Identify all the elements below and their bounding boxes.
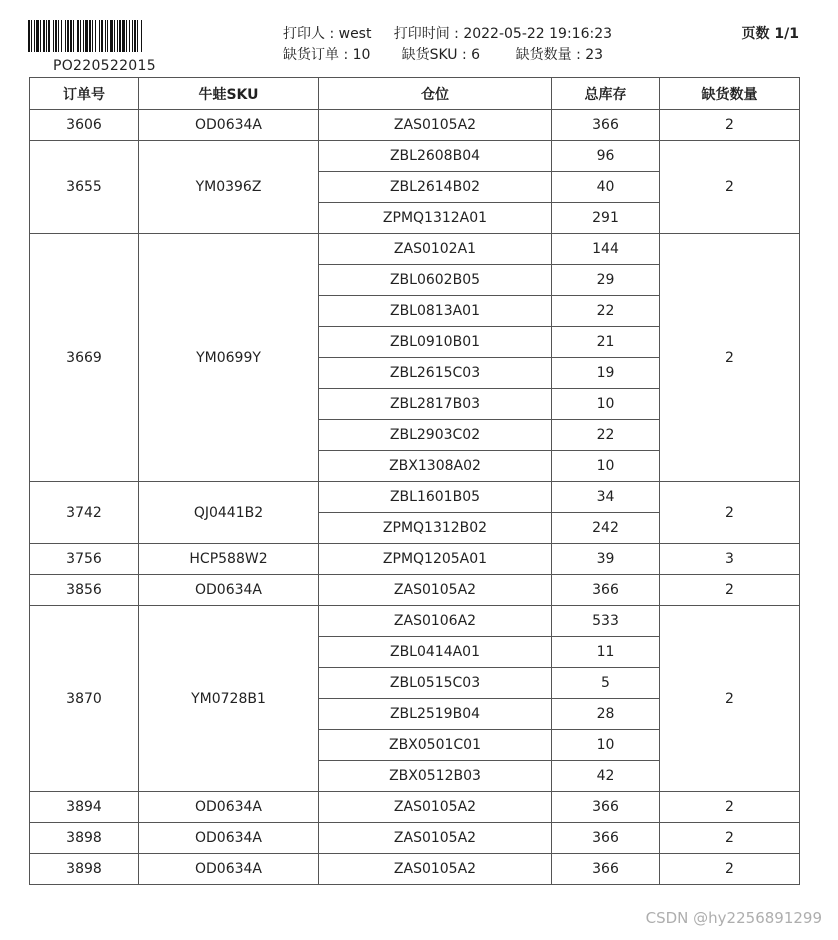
barcode-bar [65, 20, 66, 52]
total-stock-cell: 28 [552, 699, 660, 730]
barcode-bar [110, 20, 113, 52]
total-stock-cell: 5 [552, 668, 660, 699]
shortage-qty-cell: 2 [660, 854, 800, 885]
location-cell: ZBL2903C02 [319, 420, 552, 451]
location-cell: ZAS0105A2 [319, 110, 552, 141]
sku-cell: QJ0441B2 [139, 482, 319, 544]
location-cell: ZBX1308A02 [319, 451, 552, 482]
table-row [30, 110, 800, 141]
barcode-bar [132, 20, 133, 52]
table-row [30, 823, 800, 854]
total-stock-cell: 10 [552, 389, 660, 420]
shortage-qty-cell: 2 [660, 110, 800, 141]
barcode-bar [107, 20, 108, 52]
table-row [30, 854, 800, 885]
table-row [30, 792, 800, 823]
shortage-qty-cell: 2 [660, 823, 800, 854]
location-cell: ZBL0515C03 [319, 668, 552, 699]
barcode-bar [122, 20, 125, 52]
location-cell: ZPMQ1205A01 [319, 544, 552, 575]
sku-cell: OD0634A [139, 823, 319, 854]
order-number-cell: 3655 [30, 141, 139, 234]
order-number-cell: 3606 [30, 110, 139, 141]
sku-cell: OD0634A [139, 792, 319, 823]
location-cell: ZBX0501C01 [319, 730, 552, 761]
page-count: 页数 1/1 [741, 26, 799, 42]
shortage-qty-cell: 2 [660, 606, 800, 792]
sku-cell: YM0396Z [139, 141, 319, 234]
watermark: CSDN @hy2256891299 [645, 909, 822, 927]
shortage-qty-cell: 2 [660, 575, 800, 606]
location-cell: ZBL0414A01 [319, 637, 552, 668]
order-number-cell: 3742 [30, 482, 139, 544]
barcode-bar [126, 20, 127, 52]
barcode-image [28, 20, 186, 52]
order-number-cell: 3898 [30, 854, 139, 885]
barcode-bar [95, 20, 96, 52]
table-row [30, 606, 800, 637]
table-row [30, 544, 800, 575]
barcode-bar [36, 20, 39, 52]
barcode-bar [99, 20, 100, 52]
order-number-cell: 3870 [30, 606, 139, 792]
location-cell: ZAS0105A2 [319, 792, 552, 823]
order-number-cell: 3856 [30, 575, 139, 606]
location-cell: ZPMQ1312A01 [319, 203, 552, 234]
location-cell: ZAS0105A2 [319, 575, 552, 606]
table-row [30, 575, 800, 606]
total-stock-cell: 366 [552, 854, 660, 885]
total-stock-cell: 10 [552, 451, 660, 482]
barcode-bar [117, 20, 118, 52]
barcode-bar [70, 20, 72, 52]
barcode-bar [61, 20, 62, 52]
barcode-bar [40, 20, 41, 52]
total-stock-cell: 144 [552, 234, 660, 265]
location-cell: ZBL1601B05 [319, 482, 552, 513]
total-stock-cell: 42 [552, 761, 660, 792]
shortage-qty-cell: 2 [660, 482, 800, 544]
location-cell: ZAS0106A2 [319, 606, 552, 637]
barcode-bar [31, 20, 32, 52]
order-number-cell: 3756 [30, 544, 139, 575]
barcode-bar [105, 20, 106, 52]
shortage-qty-cell: 2 [660, 234, 800, 482]
location-cell: ZBL2519B04 [319, 699, 552, 730]
location-cell: ZAS0105A2 [319, 854, 552, 885]
print-info-line: 打印人 : west 打印时间 : 2022-05-22 19:16:23 [283, 26, 613, 42]
sku-cell: OD0634A [139, 575, 319, 606]
location-cell: ZAS0102A1 [319, 234, 552, 265]
location-cell: ZBL2608B04 [319, 141, 552, 172]
total-stock-cell: 366 [552, 110, 660, 141]
barcode-bar [85, 20, 88, 52]
sku-cell: HCP588W2 [139, 544, 319, 575]
total-stock-cell: 10 [552, 730, 660, 761]
po-number: PO220522015 [53, 58, 156, 74]
column-header-order: 订单号 [30, 78, 139, 110]
barcode-bar [83, 20, 84, 52]
barcode-bar [119, 20, 121, 52]
order-number-cell: 3894 [30, 792, 139, 823]
location-cell: ZBL0910B01 [319, 327, 552, 358]
barcode-bar [129, 20, 130, 52]
shortage-qty-cell: 2 [660, 792, 800, 823]
table-row [30, 482, 800, 513]
order-number-cell: 3898 [30, 823, 139, 854]
barcode-bar [80, 20, 81, 52]
total-stock-cell: 11 [552, 637, 660, 668]
column-header-sku: 牛蛙SKU [139, 78, 319, 110]
shortage-qty-cell: 2 [660, 141, 800, 234]
shortage-summary-line: 缺货订单 : 10 缺货SKU : 6 缺货数量 : 23 [283, 47, 604, 63]
column-header-location: 仓位 [319, 78, 552, 110]
location-cell: ZBL2817B03 [319, 389, 552, 420]
barcode-bar [92, 20, 93, 52]
barcode-bar [114, 20, 115, 52]
total-stock-cell: 19 [552, 358, 660, 389]
total-stock-cell: 40 [552, 172, 660, 203]
table-body [30, 110, 800, 885]
total-stock-cell: 96 [552, 141, 660, 172]
location-cell: ZBL2615C03 [319, 358, 552, 389]
barcode-bar [34, 20, 35, 52]
table-row [30, 234, 800, 265]
column-header-shortage-qty: 缺货数量 [660, 78, 800, 110]
total-stock-cell: 39 [552, 544, 660, 575]
total-stock-cell: 34 [552, 482, 660, 513]
total-stock-cell: 29 [552, 265, 660, 296]
barcode-bar [43, 20, 45, 52]
shortage-table [29, 77, 800, 885]
barcode-bar [73, 20, 74, 52]
shortage-qty-cell: 3 [660, 544, 800, 575]
sku-cell: YM0728B1 [139, 606, 319, 792]
total-stock-cell: 366 [552, 823, 660, 854]
barcode-bar [77, 20, 79, 52]
location-cell: ZBX0512B03 [319, 761, 552, 792]
order-number-cell: 3669 [30, 234, 139, 482]
total-stock-cell: 22 [552, 296, 660, 327]
total-stock-cell: 242 [552, 513, 660, 544]
location-cell: ZPMQ1312B02 [319, 513, 552, 544]
barcode-bar [137, 20, 138, 52]
barcode-bar [55, 20, 57, 52]
table-row [30, 141, 800, 172]
total-stock-cell: 366 [552, 575, 660, 606]
barcode-bar [101, 20, 103, 52]
barcode-bar [89, 20, 91, 52]
barcode-bar [58, 20, 59, 52]
sku-cell: OD0634A [139, 854, 319, 885]
barcode-bar [67, 20, 69, 52]
column-header-total-stock: 总库存 [552, 78, 660, 110]
total-stock-cell: 21 [552, 327, 660, 358]
location-cell: ZBL0602B05 [319, 265, 552, 296]
sku-cell: YM0699Y [139, 234, 319, 482]
barcode-bar [53, 20, 54, 52]
total-stock-cell: 533 [552, 606, 660, 637]
sku-cell: OD0634A [139, 110, 319, 141]
barcode-bar [48, 20, 50, 52]
barcode-bar [28, 20, 30, 52]
total-stock-cell: 22 [552, 420, 660, 451]
table-header-row [30, 78, 800, 110]
location-cell: ZBL0813A01 [319, 296, 552, 327]
barcode-bar [141, 20, 142, 52]
total-stock-cell: 366 [552, 792, 660, 823]
barcode-bar [46, 20, 47, 52]
location-cell: ZAS0105A2 [319, 823, 552, 854]
barcode-bar [134, 20, 136, 52]
location-cell: ZBL2614B02 [319, 172, 552, 203]
total-stock-cell: 291 [552, 203, 660, 234]
